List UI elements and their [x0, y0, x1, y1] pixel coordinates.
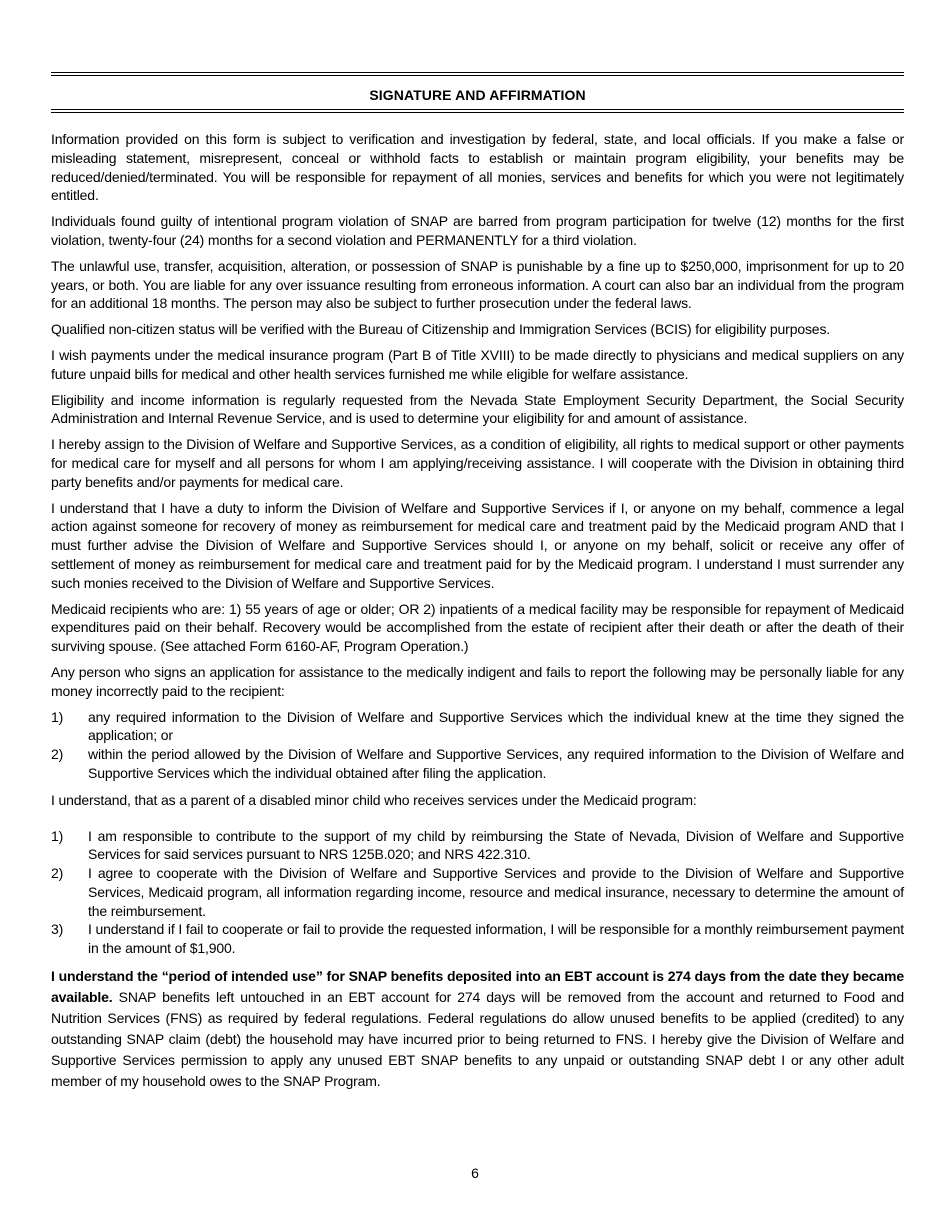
- ebt-period-text: SNAP benefits left untouched in an EBT account for 274 days will be removed from the account and returned to Food and Nutrition Services (FNS) as required by federal regulations. Federal regulations do allow unused benefits to be applied (credited) to any outstanding SNAP claim (debt) the household may have incurred prior to being returned to FNS. I hereby give the Division of Welfare and Supportive Services permission to apply any unused EBT SNAP benefits to any unpaid or outstanding SNAP debt I or any other adult member of my household owes to the SNAP Program.: [51, 989, 904, 1090]
- bottom-double-rule: [51, 109, 904, 113]
- paragraph-medical-insurance: I wish payments under the medical insurance program (Part B of Title XVIII) to be made directly to physicians and medical suppliers on any future unpaid bills for medical and other health services furnished me while eligible for welfare assistance.: [51, 346, 904, 382]
- paragraph-personal-liability: Any person who signs an application for assistance to the medically indigent and fails to report the following may be personally liable for any money incorrectly paid to the recipient:: [51, 663, 904, 699]
- section-title: SIGNATURE AND AFFIRMATION: [369, 87, 586, 103]
- paragraph-assign-rights: I hereby assign to the Division of Welfare and Supportive Services, as a condition of eligibility, all rights to medical support or other payments for medical care for myself and all persons for whom I am applying/receiving assistance. I will cooperate with the Division in obtaining third party benefits and/or payments for medical care.: [51, 436, 904, 490]
- list-item: [51, 864, 904, 920]
- list-item: [51, 827, 904, 865]
- list-item: [51, 745, 904, 783]
- paragraph-duty-inform: I understand that I have a duty to inform the Division of Welfare and Supportive Services if I, or anyone on my behalf, commence a legal action against someone for recovery of money as reimbursement for medical care and treatment paid by the Medicaid program AND that I must further advise the Division of Welfare and Supportive Services should I, or anyone on my behalf, solicit or receive any offer of settlement of money as reimbursement for medical care and treatment paid for by the Medicaid program. I understand I must surrender any such monies received to the Division of Welfare and Supportive Services.: [51, 499, 904, 591]
- page-number: 6: [471, 1165, 479, 1181]
- list-item-text: I am responsible to contribute to the support of my child by reimbursing the State of Nevada, Division of Welfare and Supportive Services for said services pursuant to NRS 125B.020; and NRS 422.310.: [88, 827, 904, 863]
- paragraph-medicaid-recovery: Medicaid recipients who are: 1) 55 years of age or older; OR 2) inpatients of a medical facility may be responsible for repayment of Medicaid expenditures paid on their behalf. Recovery would be accomplished from the estate of recipient after their death or after the death of their surviving spouse. (See attached Form 6160-AF, Program Operation.): [51, 600, 904, 655]
- list-item-number: 1): [51, 708, 64, 725]
- document-page: [51, 72, 904, 1099]
- list-item-number: 2): [51, 746, 64, 763]
- list-item-text: I understand if I fail to cooperate or fail to provide the requested information, I will be responsible for a monthly reimbursement payment in the amount of $1,900.: [88, 921, 904, 957]
- list-item-number: 2): [51, 865, 64, 882]
- paragraph-verification: Information provided on this form is subject to verification and investigation by federal, state, and local officials. If you make a false or misleading statement, misrepresent, conceal or withhold facts to establish or maintain program eligibility, your benefits may be reduced/denied/terminated. You will be responsible for repayment of all monies, services and benefits for which you were not legitimately entitled.: [51, 131, 904, 204]
- paragraph-snap-violation: Individuals found guilty of intentional program violation of SNAP are barred from program participation for twelve (12) months for the first violation, twenty-four (24) months for a second violation and PERMANENTLY for a third violation.: [51, 213, 904, 248]
- paragraph-non-citizen: Qualified non-citizen status will be verified with the Bureau of Citizenship and Immigration Services (BCIS) for eligibility purposes.: [51, 321, 831, 338]
- list-item-text: within the period allowed by the Division of Welfare and Supportive Services, any required information to the Division of Welfare and Supportive Services which the individual obtained after filing the application.: [88, 746, 904, 781]
- parent-list: [51, 827, 904, 959]
- paragraph-eligibility-income: Eligibility and income information is regularly requested from the Nevada State Employment Security Department, the Social Security Administration and Internal Revenue Service, and is used to determine your eligibility for and amount of assistance.: [51, 391, 904, 427]
- paragraph-ebt-period: [51, 966, 904, 1092]
- list-item-text: any required information to the Division of Welfare and Supportive Services which the individual knew at the time they signed the application; or: [88, 708, 904, 744]
- list-item-number: 3): [51, 921, 64, 938]
- paragraph-unlawful-use: The unlawful use, transfer, acquisition, alteration, or possession of SNAP is punishable by a fine up to $250,000, imprisonment for up to 20 years, or both. You are liable for any over issuance resulting from erroneous information. A court can also bar an individual from the program for an additional 18 months. The person may also be subject to further prosecution under the federal laws.: [51, 257, 904, 312]
- liability-list: [51, 708, 904, 783]
- list-item: [51, 708, 904, 746]
- list-item-text: I agree to cooperate with the Division of Welfare and Supportive Services and provide to the Division of Welfare and Supportive Services, Medicaid program, all information regarding income, resource and medical insurance, necessary to determine the amount of the reimbursement.: [88, 865, 904, 919]
- list-item-number: 1): [51, 827, 64, 844]
- paragraph-parent-disabled-child: I understand, that as a parent of a disabled minor child who receives services under the Medicaid program:: [51, 791, 697, 808]
- list-item: [51, 920, 904, 958]
- ebt-period-bold-text: I understand the “period of intended use” for SNAP benefits deposited into an EBT account is 274 days from the date they became available.: [51, 968, 904, 1006]
